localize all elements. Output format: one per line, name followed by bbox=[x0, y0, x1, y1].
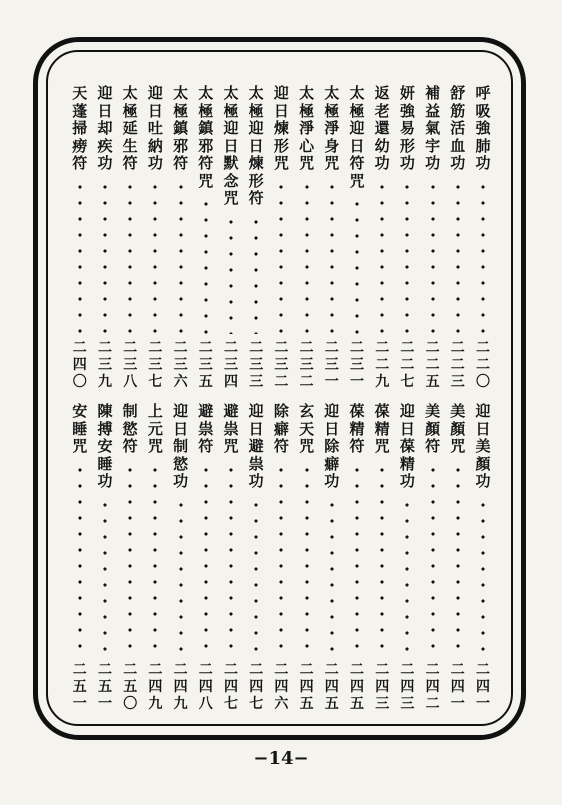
entry-title: 迎 日 制 慾 功 bbox=[173, 402, 189, 490]
toc-entry bbox=[448, 403, 468, 713]
toc-entry bbox=[322, 403, 342, 713]
dot-leader bbox=[330, 497, 334, 657]
dot-leader bbox=[456, 462, 460, 657]
entry-page: 二 二 五 bbox=[425, 340, 440, 390]
dot-leader bbox=[355, 196, 359, 334]
entry-title: 迎 日 葆 精 功 bbox=[399, 402, 415, 490]
entry-title: 補 益 氣 宇 功 bbox=[425, 84, 441, 172]
toc-entry bbox=[70, 403, 90, 713]
entry-title: 太 極 迎 日 默 念 咒 bbox=[223, 84, 239, 207]
dot-leader bbox=[254, 214, 258, 335]
entry-title: 避 祟 咒 bbox=[223, 402, 239, 455]
dot-leader bbox=[103, 179, 107, 335]
toc-entry bbox=[120, 85, 140, 391]
entry-title: 迎 日 美 顏 功 bbox=[475, 402, 491, 490]
entry-page: 二 二 七 bbox=[400, 340, 415, 390]
dot-leader bbox=[204, 196, 208, 334]
entry-page: 二 四 六 bbox=[274, 662, 289, 712]
entry-page: 二 二 九 bbox=[375, 340, 390, 390]
entry-page: 二 二 〇 bbox=[476, 340, 490, 390]
toc-entry bbox=[95, 85, 115, 391]
dot-leader bbox=[279, 462, 283, 657]
toc-entry bbox=[423, 85, 443, 391]
toc-entry bbox=[95, 403, 115, 713]
toc-entry bbox=[372, 403, 392, 713]
dot-leader bbox=[305, 179, 309, 335]
entry-page: 二 三 一 bbox=[350, 340, 364, 390]
dot-leader bbox=[204, 462, 208, 657]
toc-entry bbox=[171, 85, 191, 391]
entry-page: 二 四 三 bbox=[375, 662, 390, 712]
entry-page: 二 五 〇 bbox=[123, 662, 138, 712]
toc-entry bbox=[196, 85, 216, 391]
entry-title: 玄 天 咒 bbox=[299, 402, 315, 455]
entry-page: 二 五 一 bbox=[98, 662, 112, 712]
entry-title: 上 元 咒 bbox=[147, 402, 163, 455]
entry-title: 天 蓬 掃 痨 符 bbox=[72, 84, 88, 172]
toc-entry bbox=[271, 403, 291, 713]
toc-entry bbox=[372, 85, 392, 391]
entry-title: 太 極 迎 日 符 咒 bbox=[349, 84, 365, 190]
entry-page: 二 四 九 bbox=[148, 662, 163, 712]
entry-title: 安 睡 咒 bbox=[72, 402, 88, 455]
entry-title: 避 祟 符 bbox=[198, 402, 214, 455]
entry-page: 二 三 七 bbox=[148, 340, 163, 390]
dot-leader bbox=[254, 497, 258, 657]
dot-leader bbox=[380, 462, 384, 657]
entry-page: 二 三 一 bbox=[324, 340, 339, 390]
entry-page: 二 五 一 bbox=[72, 662, 87, 712]
dot-leader bbox=[380, 179, 384, 335]
entry-title: 太 極 延 生 符 bbox=[122, 84, 138, 172]
entry-title: 美 顏 咒 bbox=[450, 402, 466, 455]
entry-page: 二 三 四 bbox=[224, 340, 238, 390]
dot-leader bbox=[153, 462, 157, 657]
toc-entry bbox=[297, 403, 317, 713]
dot-leader bbox=[179, 497, 183, 657]
entry-page: 二 三 六 bbox=[173, 340, 188, 390]
toc-entry bbox=[397, 403, 417, 713]
entry-title: 迎 日 吐 納 功 bbox=[147, 84, 163, 172]
entry-page: 二 四 五 bbox=[299, 662, 314, 712]
entry-title: 妍 強 易 形 功 bbox=[399, 84, 415, 172]
entry-title: 美 顏 符 bbox=[425, 402, 441, 455]
toc-entry bbox=[120, 403, 140, 713]
dot-leader bbox=[456, 179, 460, 335]
entry-page: 二 三 二 bbox=[299, 340, 314, 390]
dot-leader bbox=[481, 497, 485, 657]
toc-entry bbox=[448, 85, 468, 391]
entry-page: 二 三 五 bbox=[198, 340, 213, 390]
toc-entry bbox=[473, 403, 493, 713]
entry-page: 二 三 三 bbox=[249, 340, 264, 390]
toc-entry bbox=[246, 403, 266, 713]
entry-page: 二 四 五 bbox=[324, 662, 339, 712]
entry-page: 二 三 九 bbox=[98, 340, 112, 390]
entry-page: 二 四 一 bbox=[450, 662, 465, 712]
toc-entry bbox=[221, 403, 241, 713]
entry-title: 制 慾 符 bbox=[122, 402, 138, 455]
entry-page: 二 四 八 bbox=[198, 662, 213, 712]
dot-leader bbox=[431, 179, 435, 335]
entry-page: 二 四 七 bbox=[249, 662, 264, 712]
entry-title: 太 極 迎 日 煉 形 符 bbox=[248, 84, 264, 207]
toc-entry bbox=[145, 85, 165, 391]
toc-entry bbox=[322, 85, 342, 391]
dot-leader bbox=[128, 179, 132, 335]
entry-page: 二 四 一 bbox=[476, 662, 490, 712]
dot-leader bbox=[153, 179, 157, 335]
entry-page: 二 四 〇 bbox=[72, 340, 87, 390]
toc-entry bbox=[70, 85, 90, 391]
entry-title: 葆 精 符 bbox=[349, 402, 365, 455]
entry-title: 太 極 鎮 邪 符 bbox=[173, 84, 189, 172]
entry-page: 二 四 三 bbox=[400, 662, 415, 712]
entry-title: 迎 日 避 祟 功 bbox=[248, 402, 264, 490]
page-number: −14− bbox=[253, 748, 309, 769]
dot-leader bbox=[405, 179, 409, 335]
dot-leader bbox=[431, 462, 435, 657]
entry-title: 呼 吸 強 肺 功 bbox=[475, 84, 491, 172]
toc-entry bbox=[145, 403, 165, 713]
entry-page: 二 三 二 bbox=[274, 340, 289, 390]
entry-page: 二 四 七 bbox=[224, 662, 238, 712]
entry-page: 二 四 九 bbox=[173, 662, 188, 712]
entry-title: 葆 精 咒 bbox=[374, 402, 390, 455]
dot-leader bbox=[78, 462, 82, 657]
entry-title: 太 極 鎮 邪 符 咒 bbox=[198, 84, 214, 190]
entry-title: 迎 日 却 疾 功 bbox=[97, 84, 113, 172]
toc-entry bbox=[347, 403, 367, 713]
toc-entry bbox=[473, 85, 493, 391]
dot-leader bbox=[330, 179, 334, 335]
entry-page: 二 二 三 bbox=[450, 340, 465, 390]
dot-leader bbox=[229, 462, 233, 657]
toc-entry bbox=[196, 403, 216, 713]
toc-entry bbox=[171, 403, 191, 713]
dot-leader bbox=[229, 214, 233, 335]
entry-page: 二 四 五 bbox=[350, 662, 364, 712]
entry-title: 迎 日 煉 形 咒 bbox=[273, 84, 289, 172]
entry-title: 陳 搏 安 睡 功 bbox=[97, 402, 113, 490]
entry-page: 二 四 二 bbox=[425, 662, 440, 712]
toc-entry bbox=[246, 85, 266, 391]
entry-title: 舒 筋 活 血 功 bbox=[450, 84, 466, 172]
dot-leader bbox=[481, 179, 485, 335]
entry-title: 返 老 還 幼 功 bbox=[374, 84, 390, 172]
toc-entry bbox=[397, 85, 417, 391]
entry-title: 迎 日 除 癖 功 bbox=[324, 402, 340, 490]
entry-title: 太 極 淨 心 咒 bbox=[299, 84, 315, 172]
dot-leader bbox=[405, 497, 409, 657]
entry-page: 二 三 八 bbox=[123, 340, 138, 390]
entry-title: 太 極 淨 身 咒 bbox=[324, 84, 340, 172]
toc-entry bbox=[297, 85, 317, 391]
dot-leader bbox=[128, 462, 132, 657]
dot-leader bbox=[305, 462, 309, 657]
dot-leader bbox=[355, 462, 359, 657]
dot-leader bbox=[279, 179, 283, 335]
toc-entry bbox=[423, 403, 443, 713]
entry-title: 除 癖 符 bbox=[273, 402, 289, 455]
toc-entry bbox=[221, 85, 241, 391]
dot-leader bbox=[179, 179, 183, 335]
dot-leader bbox=[103, 497, 107, 657]
toc-entry bbox=[271, 85, 291, 391]
toc-entry bbox=[347, 85, 367, 391]
dot-leader bbox=[78, 179, 82, 335]
